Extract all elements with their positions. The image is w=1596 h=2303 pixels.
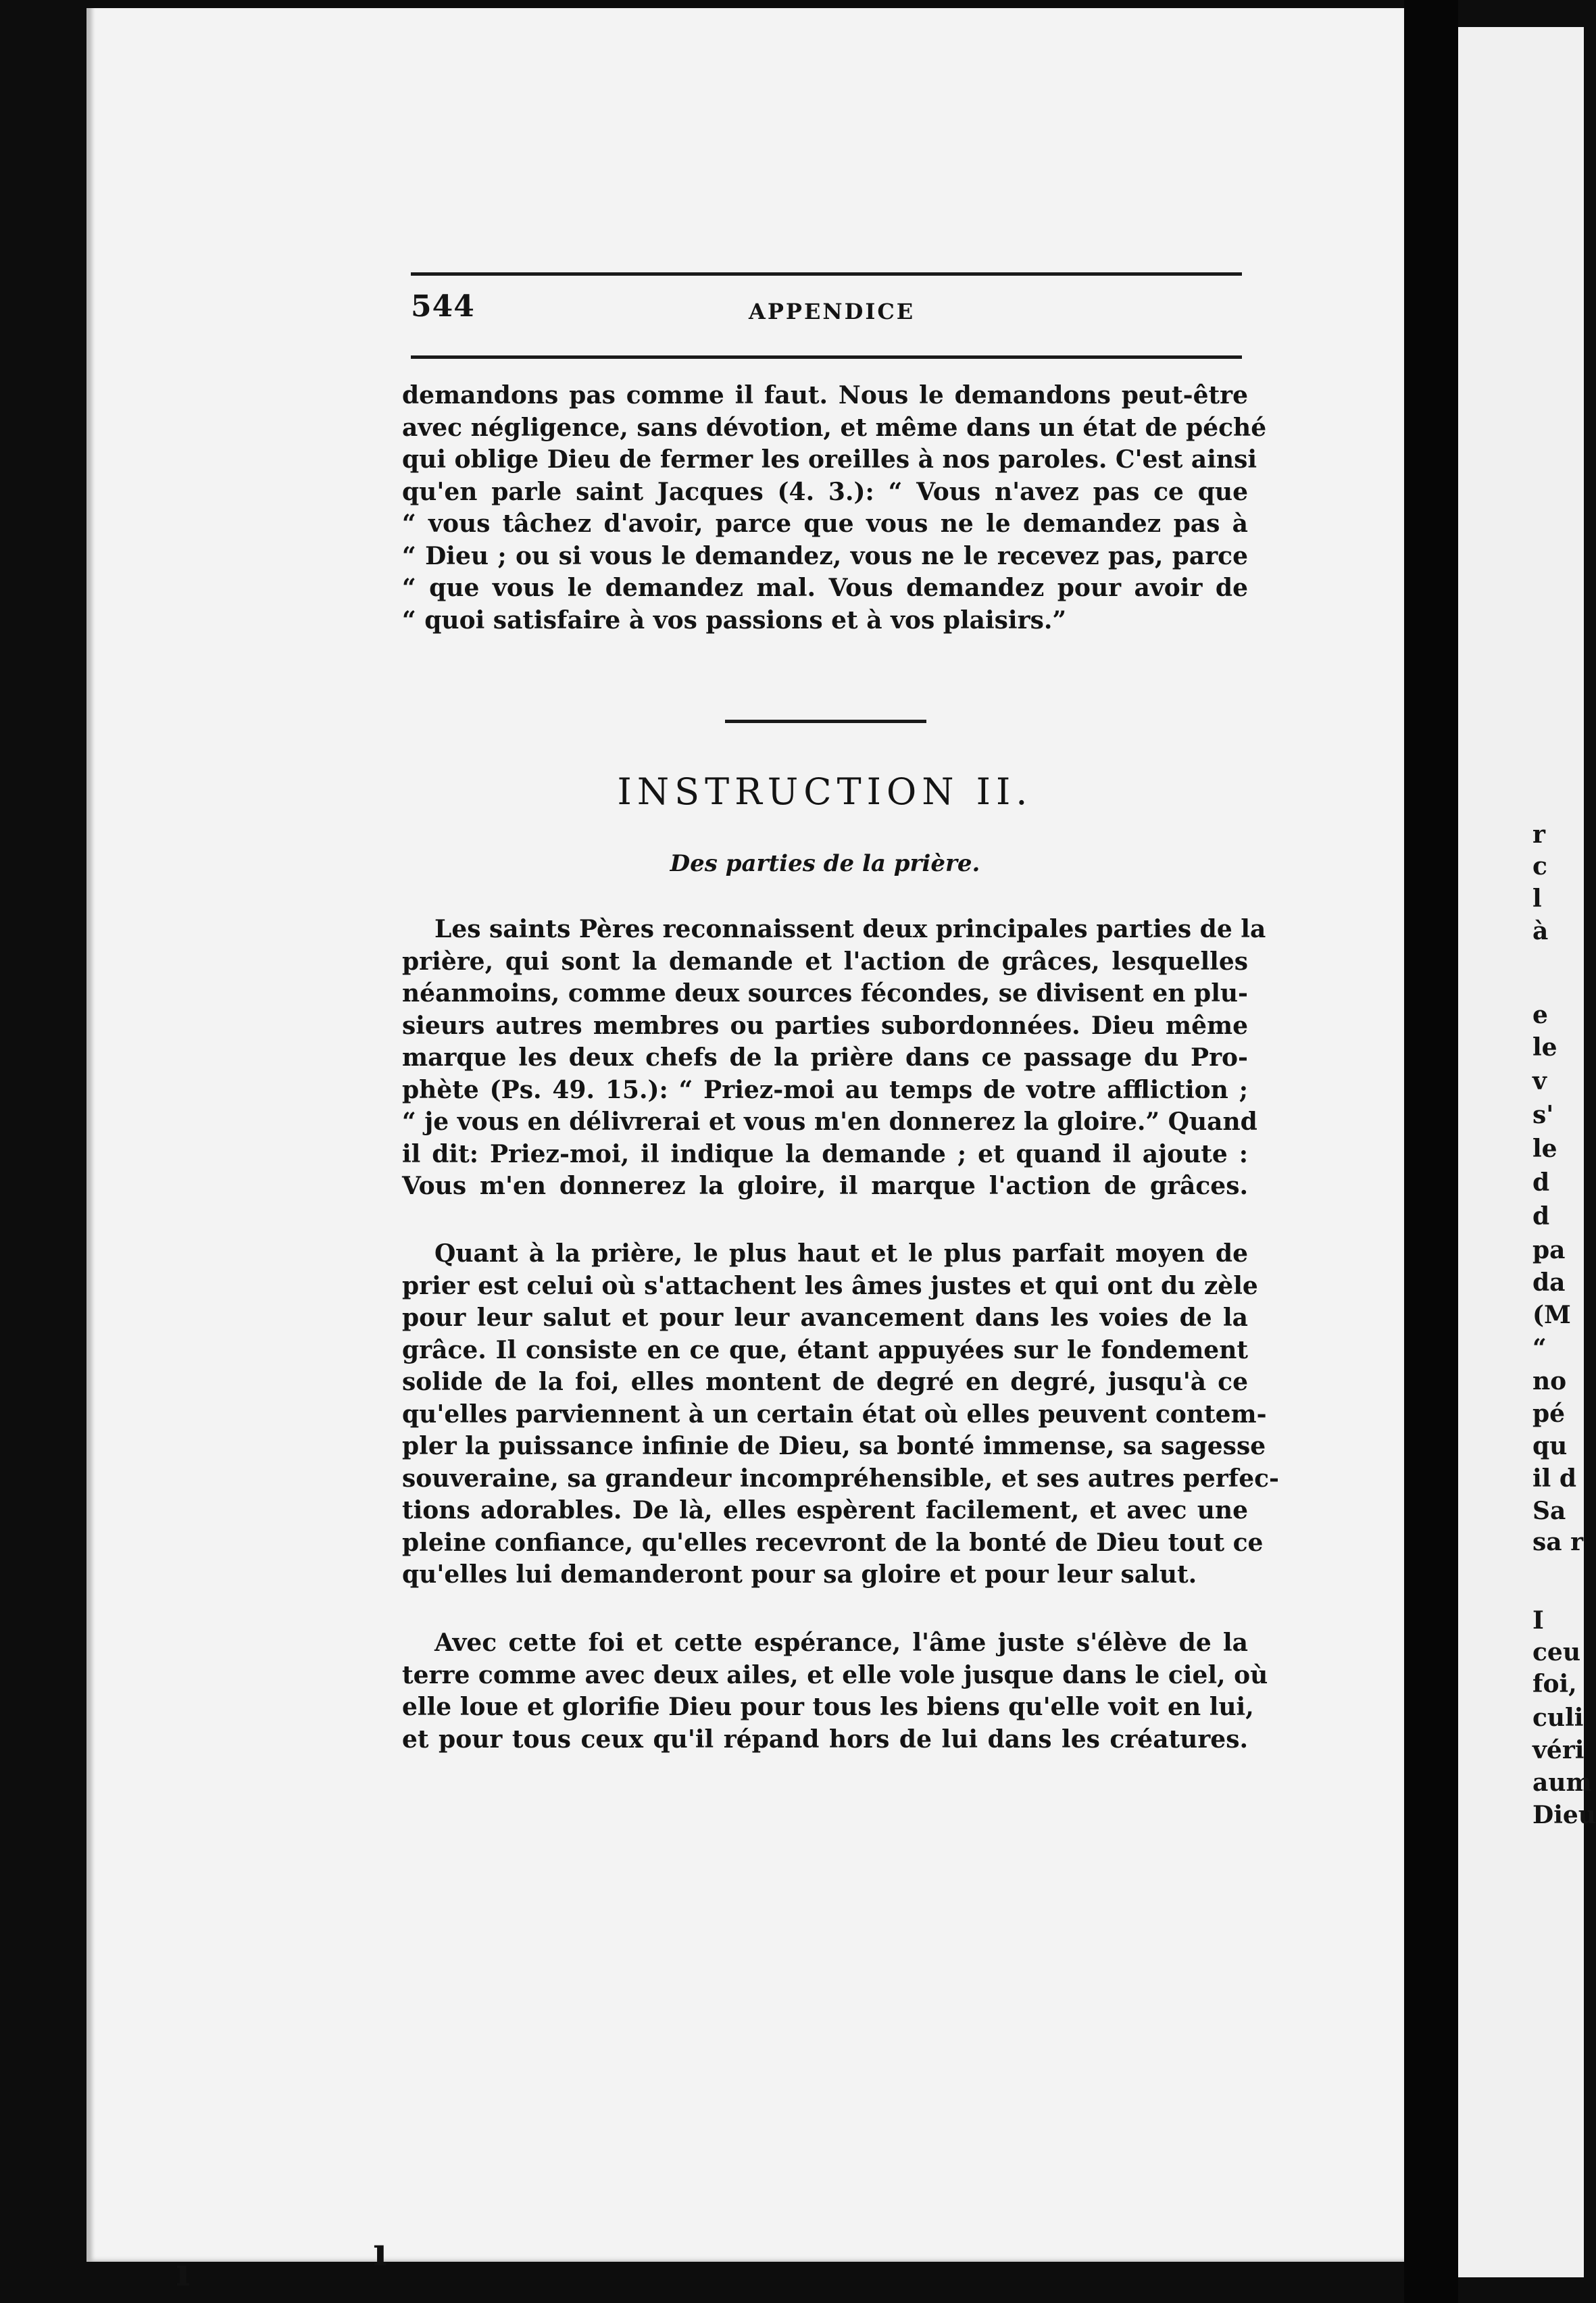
paragraph-2 bbox=[402, 1238, 1279, 1591]
facing-page-fragment: le bbox=[1532, 1135, 1557, 1163]
facing-page-fragment: d bbox=[1532, 1202, 1550, 1231]
text-line: grâce. Il consiste en ce que, étant appuyées sur le fondement bbox=[402, 1335, 1248, 1364]
text-line: Quant à la prière, le plus haut et le plus parfait moyen de bbox=[434, 1239, 1248, 1268]
text-line: solide de la foi, elles montent de degré en degré, jusqu'à ce bbox=[402, 1368, 1248, 1396]
facing-page-fragment: véri bbox=[1532, 1736, 1585, 1764]
facing-page-fragment: aum bbox=[1532, 1768, 1592, 1797]
text-line: “ quoi satisfaire à vos passions et à vos plaisirs.” bbox=[402, 605, 1067, 635]
facing-page-fragment: s' bbox=[1532, 1101, 1554, 1129]
text-line: “ que vous le demandez mal. Vous demandez pour avoir de bbox=[402, 574, 1248, 602]
text-line: il dit: Priez-moi, il indique la demande ; et quand il ajoute : bbox=[402, 1139, 1248, 1168]
facing-page-fragment: foi, bbox=[1532, 1670, 1577, 1698]
facing-page-fragment: d bbox=[1532, 1168, 1550, 1197]
facing-page-fragment: qu bbox=[1532, 1432, 1568, 1460]
text-line: pour leur salut et pour leur avancement dans les voies de la bbox=[402, 1304, 1248, 1332]
header-rule-top bbox=[411, 272, 1242, 276]
text-line: et pour tous ceux qu'il répand hors de lui dans les créatures. bbox=[402, 1725, 1248, 1754]
section-divider bbox=[725, 720, 926, 723]
text-line: avec négligence, sans dévotion, et même dans un état de péché bbox=[402, 413, 1267, 442]
facing-page-fragment: il d bbox=[1532, 1464, 1577, 1493]
facing-page-fragment: à bbox=[1532, 917, 1549, 945]
text-line: prière, qui sont la demande et l'action de grâces, lesquelles bbox=[402, 947, 1248, 976]
facing-page-fragment: c bbox=[1532, 852, 1547, 881]
facing-page-fragment: I bbox=[1532, 1606, 1544, 1635]
facing-page-fragment: v bbox=[1532, 1067, 1547, 1095]
text-line: pleine confiance, qu'elles recevront de la bonté de Dieu tout ce bbox=[402, 1528, 1264, 1557]
facing-page-fragment: Sa bbox=[1532, 1497, 1566, 1525]
text-line: Les saints Pères reconnaissent deux principales parties de la bbox=[434, 915, 1266, 943]
text-line: phète (Ps. 49. 15.): “ Priez-moi au temps de votre affliction ; bbox=[402, 1075, 1248, 1104]
text-line: demandons pas comme il faut. Nous le demandons peut-être bbox=[402, 381, 1248, 410]
text-line: qui oblige Dieu de fermer les oreilles à nos paroles. C'est ainsi bbox=[402, 445, 1257, 474]
continuation-text bbox=[402, 380, 1267, 637]
facing-page-fragment: da bbox=[1532, 1268, 1566, 1297]
text-line: Avec cette foi et cette espérance, l'âme juste s'élève de la bbox=[434, 1629, 1248, 1657]
text-line: terre comme avec deux ailes, et elle vole jusque dans le ciel, où bbox=[402, 1660, 1268, 1689]
facing-page-fragment: culi bbox=[1532, 1704, 1584, 1732]
text-line: sieurs autres membres ou parties subordonnées. Dieu même bbox=[402, 1011, 1248, 1040]
facing-page-fragment: l bbox=[1532, 885, 1542, 913]
book-gutter bbox=[1404, 0, 1458, 2303]
header-rule-bottom bbox=[411, 355, 1242, 359]
text-line: qu'elles parviennent à un certain état où elles peuvent contem- bbox=[402, 1400, 1267, 1429]
running-head: APPENDICE bbox=[749, 299, 916, 324]
scan-mark: ı bbox=[176, 2250, 191, 2295]
facing-page-fragment: e bbox=[1532, 1001, 1548, 1029]
text-line: Vous m'en donnerez la gloire, il marque l'action de grâces. bbox=[402, 1172, 1248, 1200]
section-title: INSTRUCTION II. bbox=[617, 770, 1033, 813]
facing-page-fragment: “ bbox=[1532, 1334, 1547, 1362]
text-line: qu'en parle saint Jacques (4. 3.): “ Vous n'avez pas ce que bbox=[402, 477, 1248, 506]
facing-page-fragment: ceu bbox=[1532, 1638, 1580, 1666]
page-number: 544 bbox=[411, 289, 475, 324]
text-line: “ Dieu ; ou si vous le demandez, vous ne le recevez pas, parce bbox=[402, 541, 1248, 570]
facing-page-fragment: (M bbox=[1532, 1301, 1571, 1329]
facing-page-fragment: r bbox=[1532, 820, 1545, 849]
paragraph-3 bbox=[402, 1627, 1268, 1756]
text-line: “ je vous en délivrerai et vous m'en donnerez la gloire.” Quand bbox=[402, 1108, 1257, 1136]
facing-page-fragment: pé bbox=[1532, 1400, 1566, 1428]
section-subtitle: Des parties de la prière. bbox=[670, 850, 980, 877]
paragraph-1 bbox=[402, 914, 1266, 1203]
text-line: pler la puissance infinie de Dieu, sa bonté immense, sa sagesse bbox=[402, 1432, 1266, 1460]
text-line: elle loue et glorifie Dieu pour tous les biens qu'elle voit en lui, bbox=[402, 1693, 1254, 1721]
text-line: souveraine, sa grandeur incompréhensible, et ses autres perfec- bbox=[402, 1464, 1279, 1493]
facing-page-fragment: le bbox=[1532, 1033, 1557, 1062]
facing-page-fragment: no bbox=[1532, 1367, 1567, 1395]
text-line: prier est celui où s'attachent les âmes justes et qui ont du zèle bbox=[402, 1271, 1258, 1300]
scan-mark: ı bbox=[373, 2230, 388, 2275]
facing-page-fragment: sa r bbox=[1532, 1528, 1584, 1556]
facing-page-fragment: Dieu bbox=[1532, 1801, 1596, 1829]
facing-page-fragment: pa bbox=[1532, 1236, 1566, 1264]
text-line: “ vous tâchez d'avoir, parce que vous ne le demandez pas à bbox=[402, 510, 1248, 538]
text-line: qu'elles lui demanderont pour sa gloire et pour leur salut. bbox=[402, 1560, 1197, 1589]
text-line: néanmoins, comme deux sources fécondes, se divisent en plu- bbox=[402, 979, 1248, 1008]
text-line: tions adorables. De là, elles espèrent facilement, et avec une bbox=[402, 1496, 1248, 1525]
text-line: marque les deux chefs de la prière dans ce passage du Pro- bbox=[402, 1043, 1248, 1072]
